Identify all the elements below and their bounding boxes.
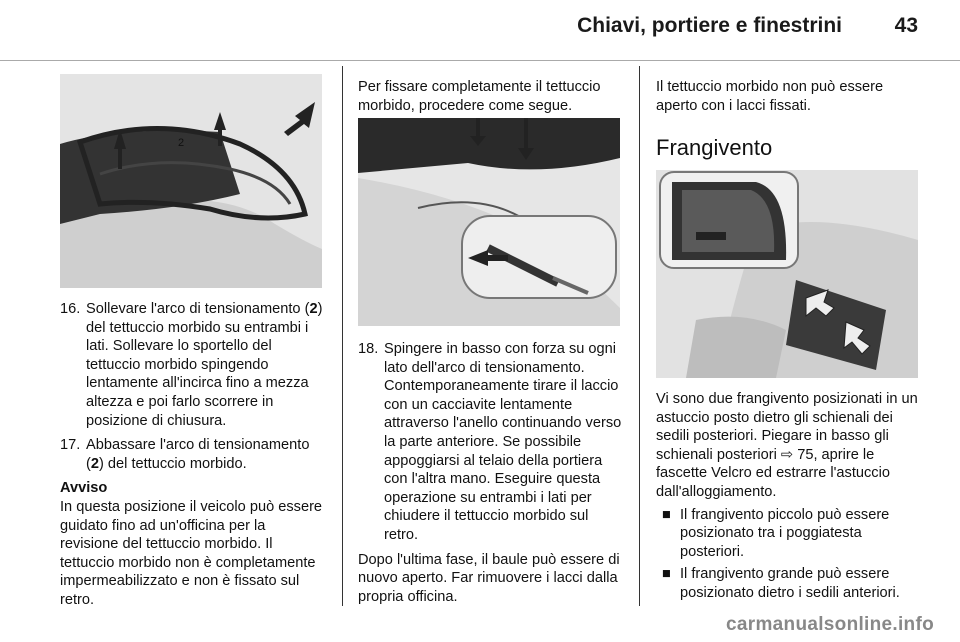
step-16	[60, 300, 324, 430]
frangivento-text-b: 75, aprire le fascette Velcro ed estrarre l'astuccio dall'alloggiamento.	[656, 446, 890, 500]
step-18-number: 18.	[358, 341, 379, 357]
bullet-text-small: Il frangivento piccolo può essere posizionato tra i poggiatesta posteriori.	[680, 506, 890, 560]
note-block	[60, 479, 324, 609]
top-text: Il tettuccio morbido non può essere aperto con i lacci fissati.	[656, 79, 884, 114]
column-3	[656, 78, 922, 161]
watermark: carmanualsonline.info	[726, 614, 934, 635]
step-16-number: 16.	[60, 301, 81, 317]
step-17-text-a: Abbassare l'arco di tensionamento (	[86, 437, 310, 472]
steps-list-1	[60, 300, 324, 473]
column-1	[60, 300, 324, 610]
figure-label-2: 2	[178, 137, 185, 149]
frangivento-text-a: Vi sono due frangivento posizionati in un astuccio posto dietro gli schienali dei sedili posteriori. Piegare in basso gli schienali posteriori	[656, 391, 918, 463]
header-rule	[0, 60, 960, 61]
bullet-square-icon: ■	[662, 506, 671, 523]
step-16-text-b: ) del tettuccio morbido su entrambi i lati. Sollevare lo sportello del tettuccio morbido spingendo lentamente all'incirca fino a mezza altezza e poi farlo scorrere in posizione di chiusura.	[86, 301, 323, 429]
intro-text: Per fissare completamente il tettuccio morbido, procedere come segue.	[358, 79, 601, 114]
step-16-text-a: Sollevare l'arco di tensionamento (	[86, 301, 310, 317]
step-18-text: Spingere in basso con forza su ogni lato dell'arco di tensionamento. Contemporaneamente tirare il laccio con un cacciavite lentamente attraverso l'anello continuando verso la parte anteriore. Se possibile appoggiarsi al telaio della portiera con l'altra mano. Eseguire questa operazione su entrambi i lati per chiudere il tettuccio morbido sul retro.	[384, 341, 622, 543]
section-title-frangivento: Frangivento	[656, 135, 773, 161]
step-16-ref: 2	[309, 301, 318, 317]
step-17	[60, 436, 324, 473]
column-divider-1	[342, 66, 343, 606]
page-reference-icon: ⇨	[780, 446, 794, 463]
note-title: Avviso	[60, 480, 108, 497]
step-17-number: 17.	[60, 437, 81, 454]
column-divider-2	[639, 66, 640, 606]
steps-list-2	[358, 340, 624, 545]
page-header-title: Chiavi, portiere e finestrini	[577, 14, 842, 37]
column-3-body	[656, 390, 922, 603]
bullet-item	[662, 565, 922, 602]
page-number: 43	[894, 14, 918, 37]
note-text: In questa posizione il veicolo può essere guidato fino ad un'officina per la revisione del tettuccio morbido. Il tettuccio morbido non è completamente impermeabilizzato e non è fissato sul retro.	[60, 498, 323, 608]
step-18	[358, 340, 624, 545]
figure-tension-bow	[358, 118, 620, 326]
column-2	[358, 340, 624, 606]
column-2-intro	[358, 78, 620, 115]
step-17-ref: 2	[90, 455, 99, 472]
figure-wind-deflector	[656, 170, 918, 378]
bullet-item	[662, 506, 922, 562]
figure-soft-top-closing	[60, 74, 322, 288]
after-text: Dopo l'ultima fase, il baule può essere di nuovo aperto. Far rimuovere i lacci dalla propria officina.	[358, 551, 620, 605]
frangivento-paragraph	[656, 390, 922, 502]
step-17-text-b: ) del tettuccio morbido.	[99, 455, 247, 472]
bullet-text-large: Il frangivento grande può essere posizionato dietro i sedili anteriori.	[680, 566, 900, 601]
bullet-square-icon: ■	[662, 566, 671, 583]
